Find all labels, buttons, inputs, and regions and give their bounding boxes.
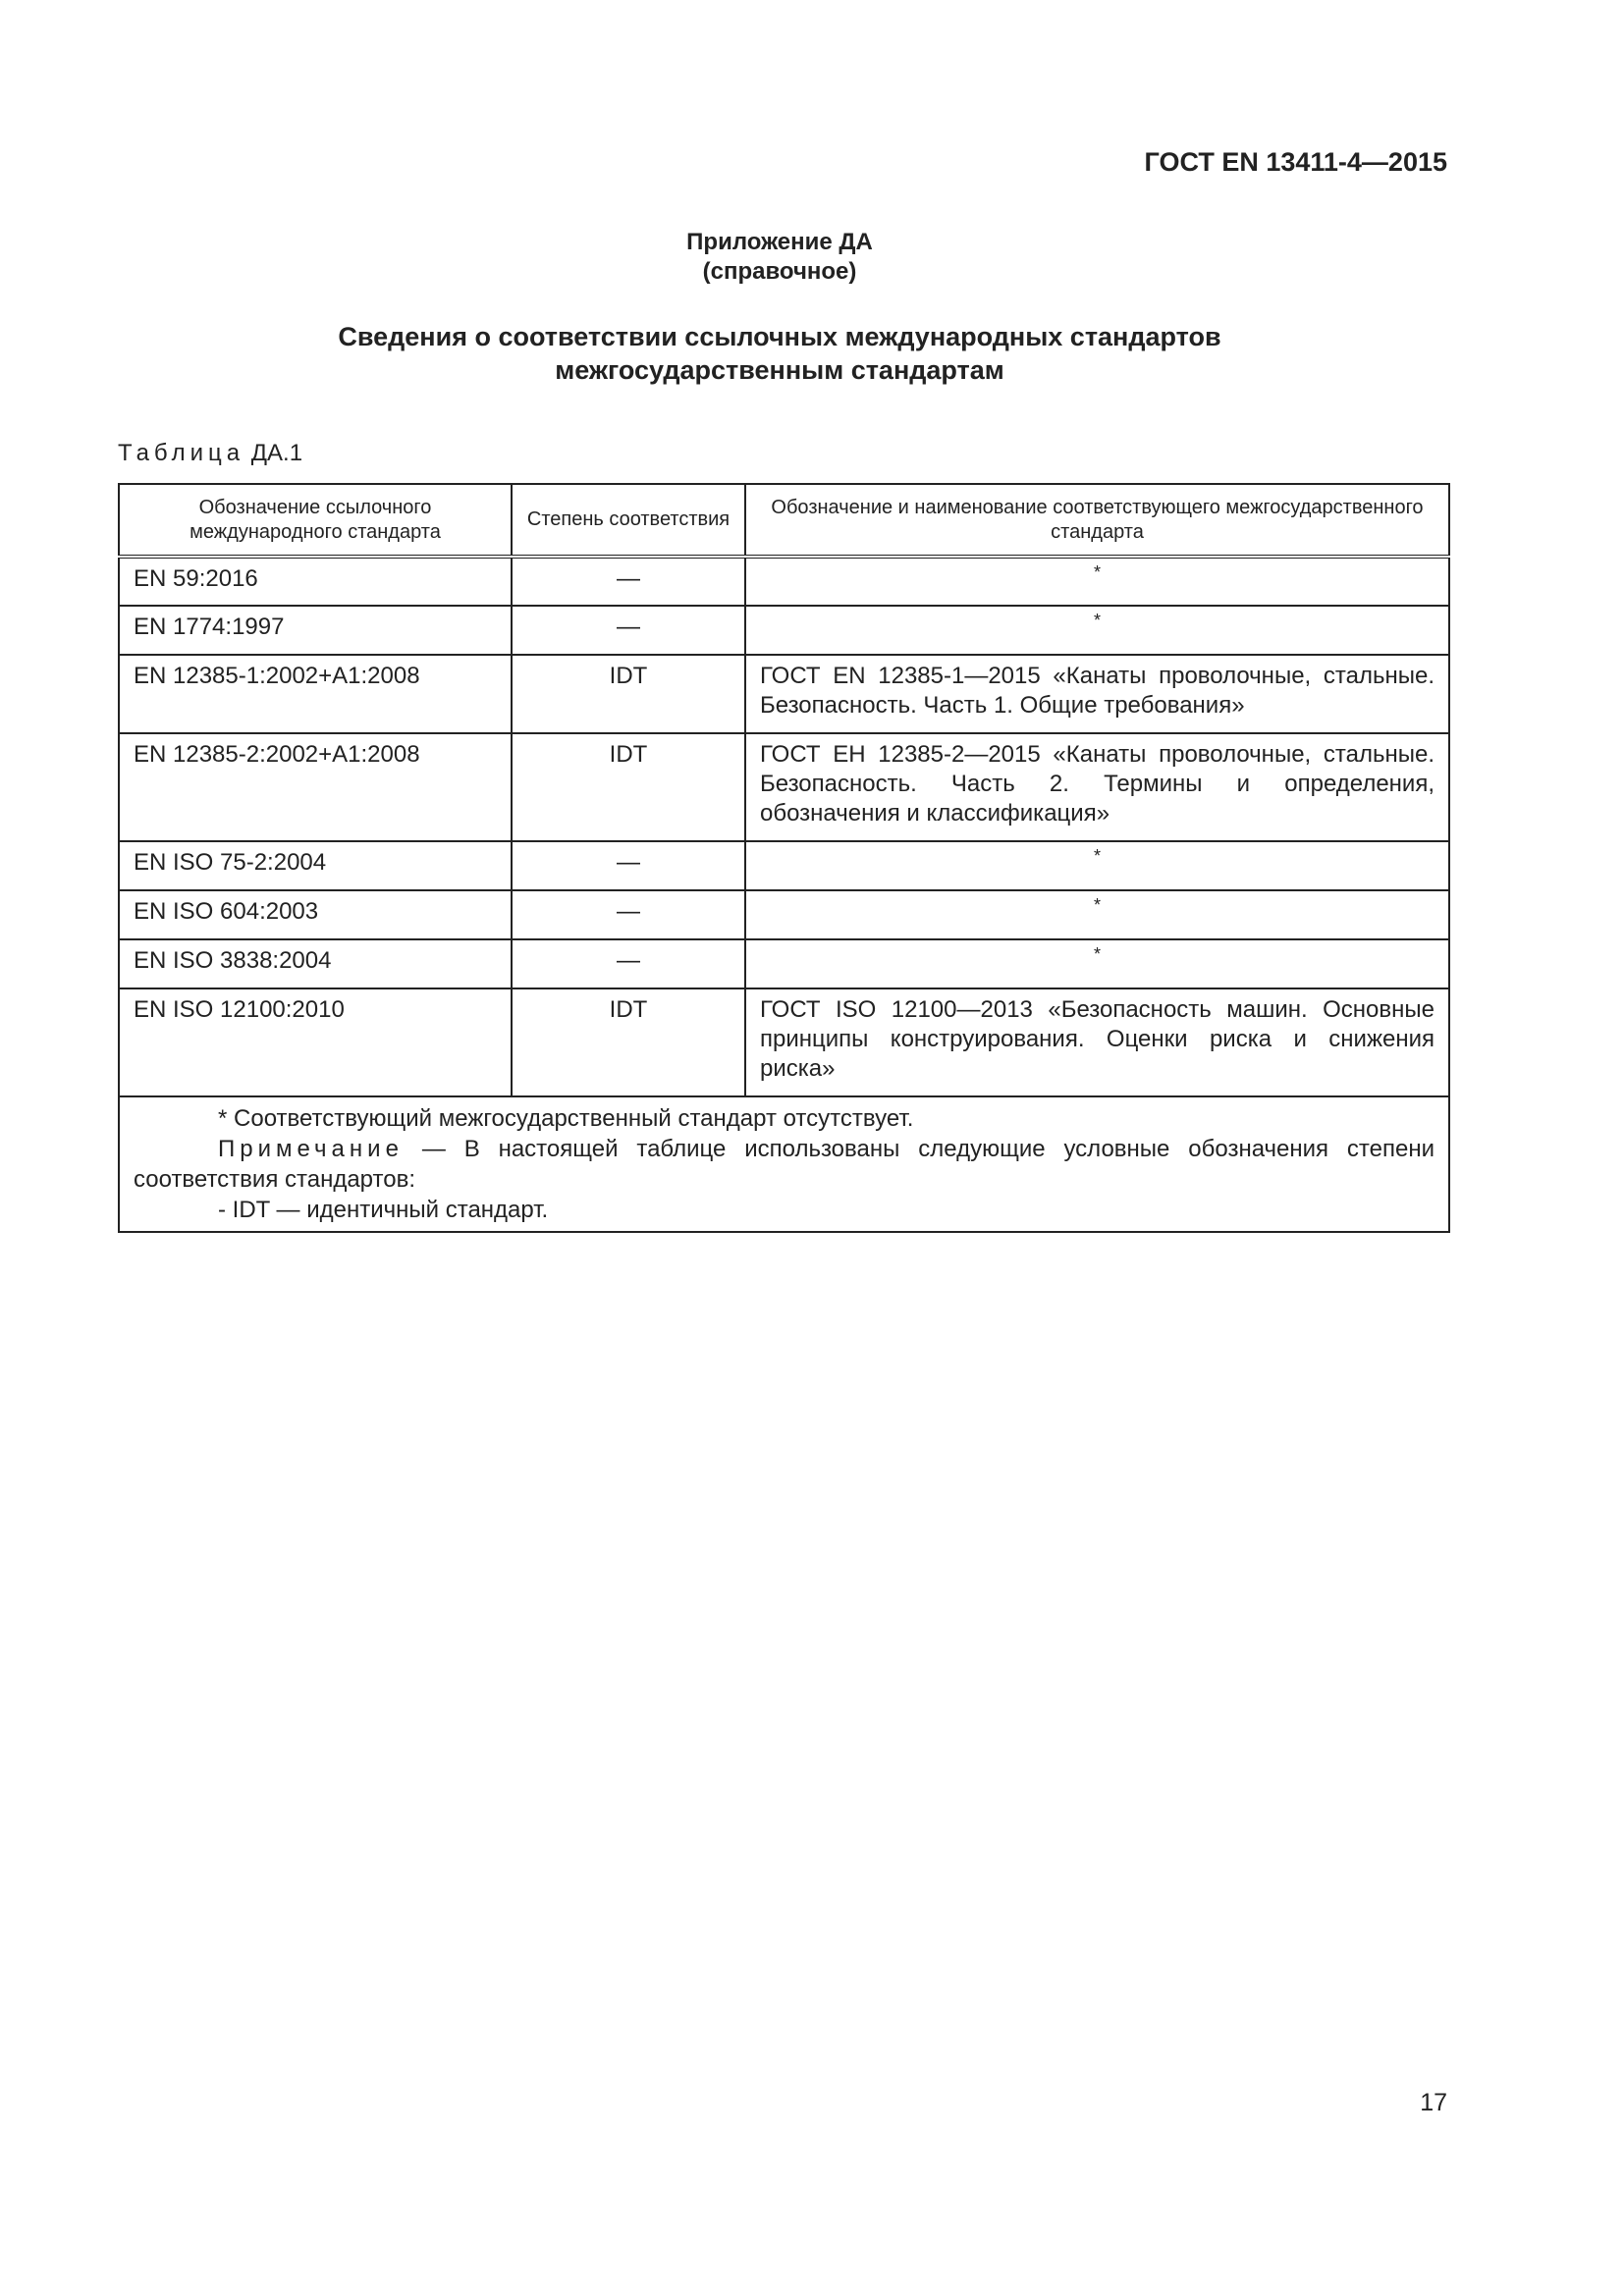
cell-standard: EN 59:2016 bbox=[119, 557, 512, 606]
cell-standard: EN 12385-1:2002+A1:2008 bbox=[119, 655, 512, 733]
table-caption bbox=[118, 440, 302, 467]
section-title bbox=[0, 320, 1559, 387]
cell-standard: EN 12385-2:2002+A1:2008 bbox=[119, 733, 512, 841]
table-header-row bbox=[119, 484, 1449, 557]
table-note bbox=[134, 1134, 1435, 1195]
appendix-heading bbox=[0, 228, 1559, 287]
cell-degree: IDT bbox=[512, 655, 745, 733]
cell-gost: * bbox=[745, 557, 1449, 606]
section-title-line1: Сведения о соответствии ссылочных международных стандартов bbox=[338, 322, 1221, 351]
table-row bbox=[119, 841, 1449, 890]
appendix-type: (справочное) bbox=[702, 258, 857, 285]
table-footnote-cell bbox=[119, 1096, 1449, 1232]
cell-gost: ГОСТ EN 12385-1—2015 «Канаты проволочные, стальные. Безопасность. Часть 1. Общие требования» bbox=[745, 655, 1449, 733]
cell-degree: — bbox=[512, 939, 745, 988]
standards-table bbox=[118, 483, 1450, 1233]
table-row bbox=[119, 733, 1449, 841]
appendix-title: Приложение ДА bbox=[686, 229, 873, 255]
header-gost: Обозначение и наименование соответствующего межгосударственного стандарта bbox=[745, 484, 1449, 557]
table-row bbox=[119, 606, 1449, 655]
table-footnote-row bbox=[119, 1096, 1449, 1232]
cell-standard: EN ISO 75-2:2004 bbox=[119, 841, 512, 890]
note-text: — В настоящей таблице использованы следующие условные обозначения степени соответствия стандартов: bbox=[134, 1136, 1435, 1193]
cell-degree: — bbox=[512, 841, 745, 890]
cell-degree: — bbox=[512, 890, 745, 939]
table-row bbox=[119, 890, 1449, 939]
cell-degree: IDT bbox=[512, 733, 745, 841]
cell-gost: * bbox=[745, 841, 1449, 890]
cell-gost: * bbox=[745, 939, 1449, 988]
footnote-text: * Соответствующий межгосударственный стандарт отсутствует. bbox=[218, 1105, 914, 1132]
table-caption-number: ДА.1 bbox=[250, 440, 303, 466]
page-number: 17 bbox=[1420, 2089, 1447, 2116]
note-item: - IDT — идентичный стандарт. bbox=[218, 1197, 549, 1223]
header-degree: Степень соответствия bbox=[512, 484, 745, 557]
cell-gost: ГОСТ ISO 12100—2013 «Безопасность машин. Основные принципы конструирования. Оценки риска и снижения риска» bbox=[745, 988, 1449, 1096]
table-row bbox=[119, 557, 1449, 606]
header-standard: Обозначение ссылочного международного стандарта bbox=[119, 484, 512, 557]
cell-gost: ГОСТ ЕН 12385-2—2015 «Канаты проволочные, стальные. Безопасность. Часть 2. Термины и определения, обозначения и классификация» bbox=[745, 733, 1449, 841]
table-row bbox=[119, 939, 1449, 988]
cell-degree: — bbox=[512, 557, 745, 606]
table-row bbox=[119, 988, 1449, 1096]
table-caption-word: Таблица bbox=[118, 440, 245, 466]
cell-standard: EN ISO 604:2003 bbox=[119, 890, 512, 939]
section-title-line2: межгосударственным стандартам bbox=[555, 355, 1004, 385]
document-code: ГОСТ EN 13411-4—2015 bbox=[1144, 147, 1447, 177]
cell-degree: IDT bbox=[512, 988, 745, 1096]
cell-standard: EN 1774:1997 bbox=[119, 606, 512, 655]
cell-standard: EN ISO 3838:2004 bbox=[119, 939, 512, 988]
cell-gost: * bbox=[745, 890, 1449, 939]
cell-gost: * bbox=[745, 606, 1449, 655]
note-label: Примечание bbox=[218, 1136, 404, 1162]
cell-degree: — bbox=[512, 606, 745, 655]
cell-standard: EN ISO 12100:2010 bbox=[119, 988, 512, 1096]
table-row bbox=[119, 655, 1449, 733]
